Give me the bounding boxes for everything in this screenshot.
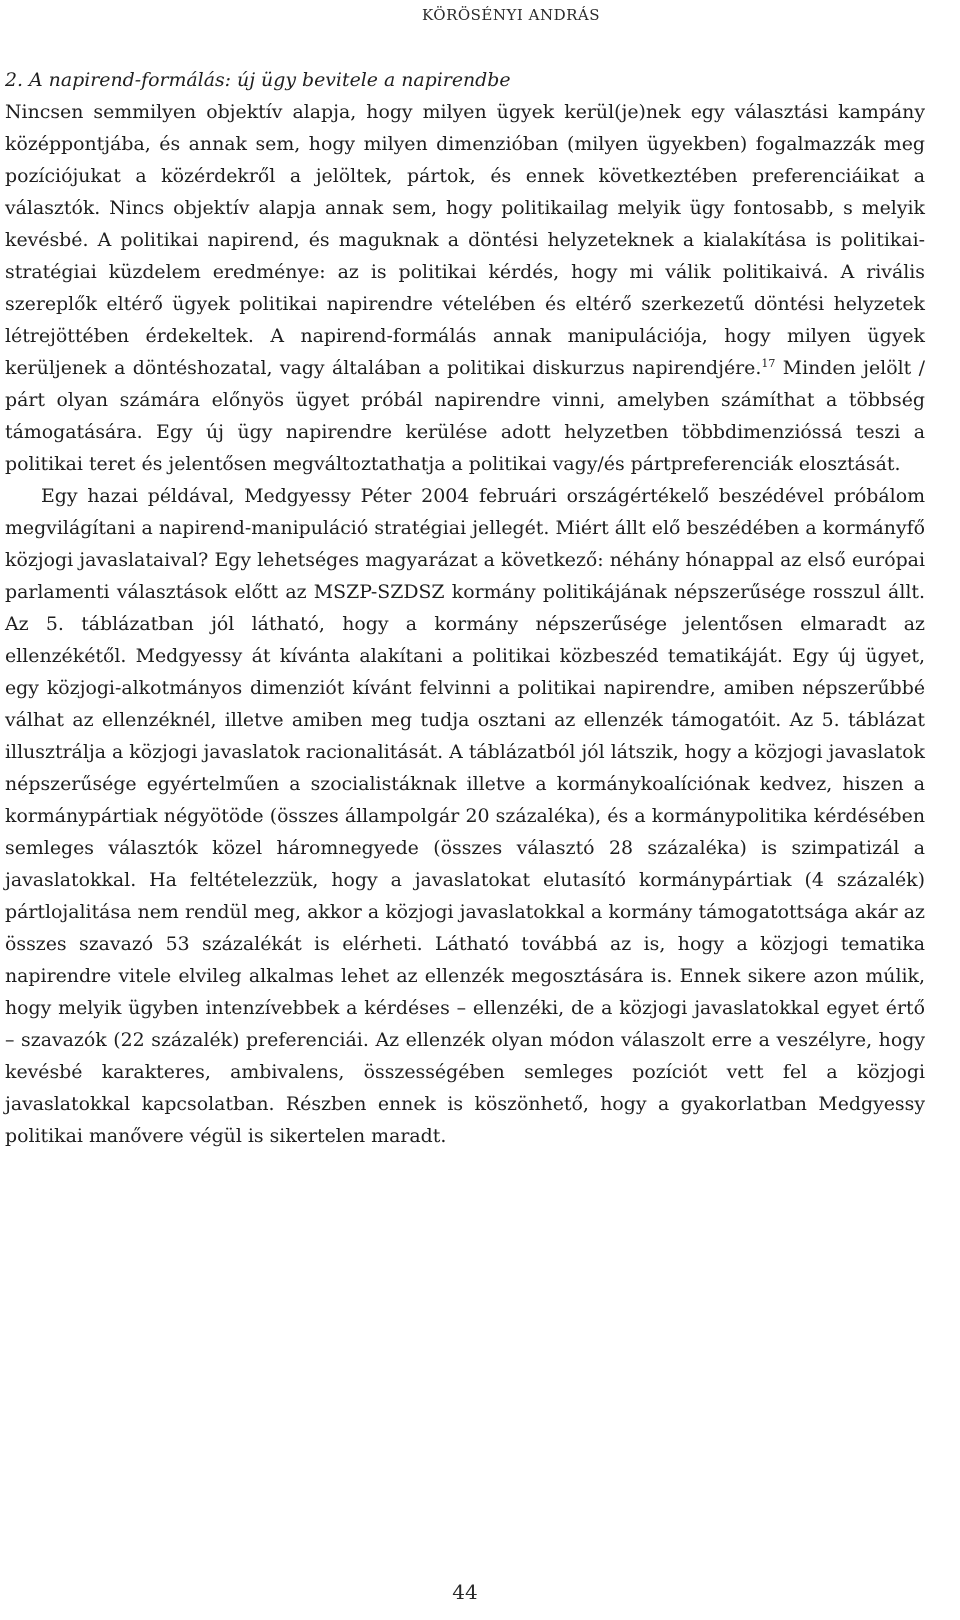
paragraph-1-continued: Minden jelölt / párt olyan számára előnyös ügyet próbál napirendre vinni, amelyben számíthat a többség támogatására. Egy új ügy napirendre kerülése adott helyzetben többdimenzióssá teszi a politikai teret és jelentősen megváltoztathatja a politikai vagy/és pártpreferenciák elosztását. xyxy=(5,357,925,475)
footnote-reference[interactable]: 17 xyxy=(761,357,776,370)
paragraph-1-text: Nincsen semmilyen objektív alapja, hogy milyen ügyek kerül(je)nek egy választási kampány középpontjába, és annak sem, hogy milyen dimenzióban (milyen ügyekben) fogalmazzák meg pozíciójukat a közérdekről a jelöltek, pártok, és ennek következtében preferenciáikat a választók. Nincs objektív alapja annak sem, hogy politikailag melyik ügy fontosabb, s melyik kevésbé. A politikai napirend, és maguknak a döntési helyzeteknek a kialakítása is politikai-stratégiai küzdelem eredménye: az is politikai kérdés, hogy mi válik politikaivá. A rivális szereplők eltérő ügyek politikai napirendre vételében és eltérő szerkezetű döntési helyzetek létrejöttében érdekeltek. A napirend-formálás annak manipulációja, hogy milyen ügyek kerüljenek a döntéshozatal, vagy általában a politikai diskurzus napirendjére. xyxy=(5,101,925,379)
section-heading: 2. A napirend-formálás: új ügy bevitele a napirendbe xyxy=(5,69,511,91)
running-head: KÖRÖSÉNYI ANDRÁS xyxy=(421,6,600,24)
paragraph-2: Egy hazai példával, Medgyessy Péter 2004 februári országértékelő beszédével próbálom megvilágítani a napirend-manipuláció stratégiai jellegét. Miért állt elő beszédében a kormányfő közjogi javaslataival? Egy lehetséges magyarázat a következő: néhány hónappal az első európai parlamenti választások előtt az MSZP-SZDSZ kormány politikájának népszerűsége rosszul állt. Az 5. táblázatban jól látható, hogy a kormány népszerűsége jelentősen elmaradt az ellenzékétől. Medgyessy át kívánta alakítani a politikai közbeszéd tematikáját. Egy új ügyet, egy közjogi-alkotmányos dimenziót kívánt felvinni a politikai napirendre, amiben népszerűbbé válhat az ellenzéknél, illetve amiben meg tudja osztani az ellenzék támogatóit. Az 5. táblázat illusztrálja a közjogi javaslatok racionalitását. A táblázatból jól látszik, hogy a közjogi javaslatok népszerűsége egyértelműen a szocialistáknak illetve a kormánykoalíciónak kedvez, hiszen a kormánypártiak négyötöde (összes állampolgár 20 százaléka), és a kormánypolitika kérdésében semleges választók közel háromnegyede (összes választó 28 százaléka) is szimpatizál a javaslatokkal. Ha feltételezzük, hogy a javaslatokat elutasító kormánypártiak (4 százalék) pártlojalitása nem rendül meg, akkor a közjogi javaslatokkal a kormány támogatottsága akár az összes szavazó 53 százalékát is elérheti. Látható továbbá az is, hogy a közjogi tematika napirendre vitele elvileg alkalmas lehet az ellenzék megosztására is. Ennek sikere azon múlik, hogy melyik ügyben intenzívebbek a kérdéses – ellenzéki, de a közjogi javaslatokkal egyet értő – szavazók (22 százalék) preferenciái. Az ellenzék olyan módon válaszolt erre a veszélyre, hogy kevésbé karakteres, ambivalens, összességében semleges pozíciót vett fel a közjogi javaslatokkal kapcsolatban. Részben ennek is köszönhető, hogy a gyakorlatban Medgyessy politikai manővere végül is sikertelen maradt. xyxy=(5,485,925,1147)
body-text xyxy=(5,64,925,1152)
paragraph-1 xyxy=(5,96,925,480)
page-number: 44 xyxy=(452,1580,478,1604)
